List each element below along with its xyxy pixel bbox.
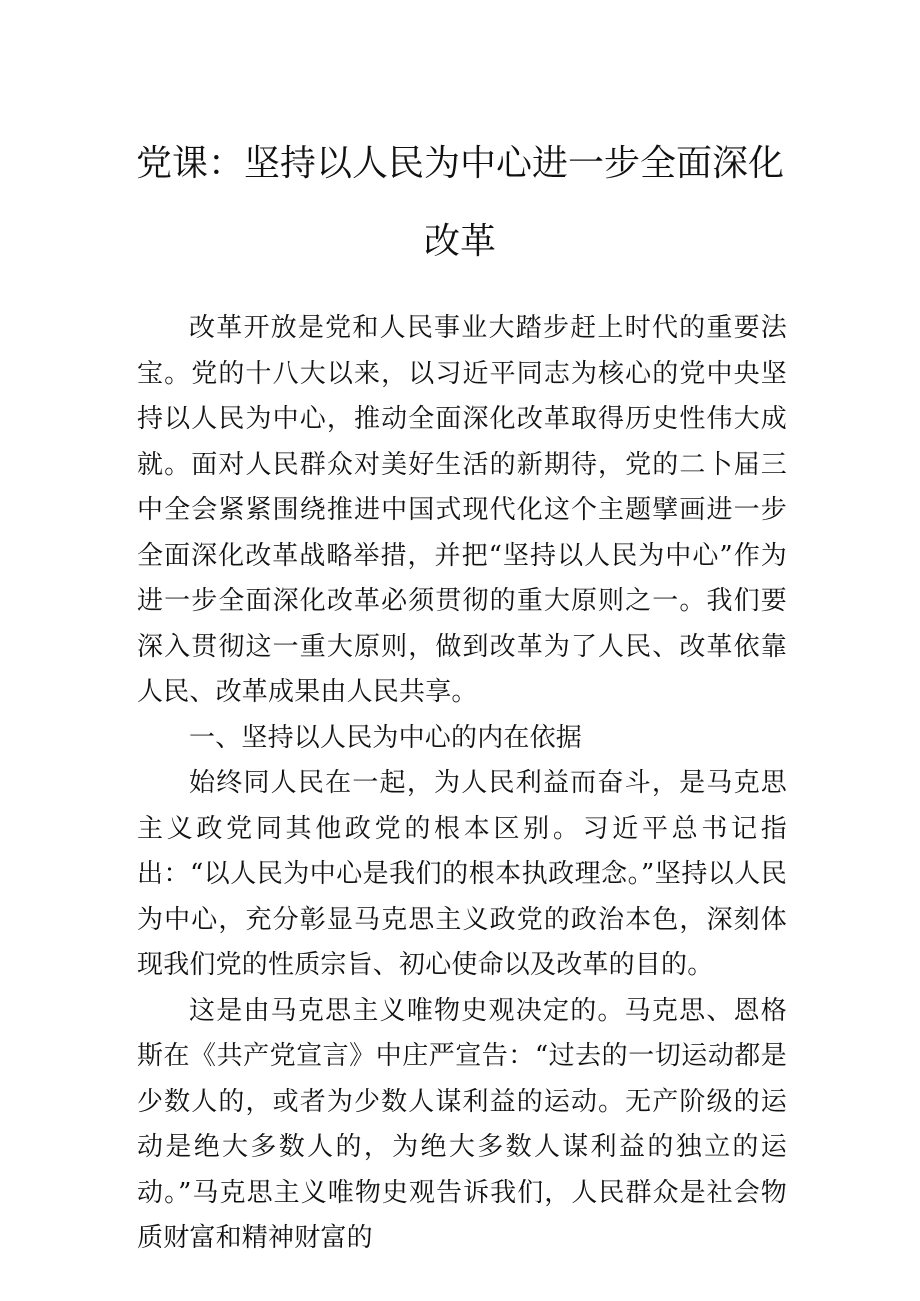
document-title: 党课：坚持以人民为中心进一步全面深化 [135,143,784,184]
document-title-continued: 改革 [423,221,496,262]
paragraph-intro: 改革开放是党和人民事业大踏步赶上时代的重要法宝。党的十八大以来，以习近平同志为核心的党中央坚持以人民为中心，推动全面深化改革取得历史性伟大成就。面对人民群众对美好生活的新期待，党的二卜届三中全会紧紧围绕推进中国式现代化这个主题擘画进一步全面深化改革战略举措，并把“坚持以人民为中心”作为进一步全面深化改革必须贯彻的重大原则之一。我们要深入贯彻这一重大原则，做到改革为了人民、改革依靠人民、改革成果由人民共享。 [137,313,787,707]
section-heading: 一、坚持以人民为中心的内在依据 [189,722,583,753]
paragraph-section-1: 始终同人民在一起，为人民利益而奋斗，是马克思主义政党同其他政党的根本区别。习近平总书记指出：“以人民为中心是我们的根本执政理念。”坚持以人民为中心，充分彰显马克思主义政党的政治本色，深刻体现我们党的性质宗旨、初心使命以及改革的目的。 [137,768,787,980]
document-body [137,306,787,1262]
paragraph-section-1-continued: 这是由马克思主义唯物史观决定的。马克思、恩格斯在《共产党宣言》中庄严宣告：“过去的一切运动都是少数人的，或者为少数人谋利益的运动。无产阶级的运动是绝大多数人的，为绝大多数人谋利益的独立的运动。”马克思主义唯物史观告诉我们，人民群众是社会物质财富和精神财富的 [137,995,787,1253]
